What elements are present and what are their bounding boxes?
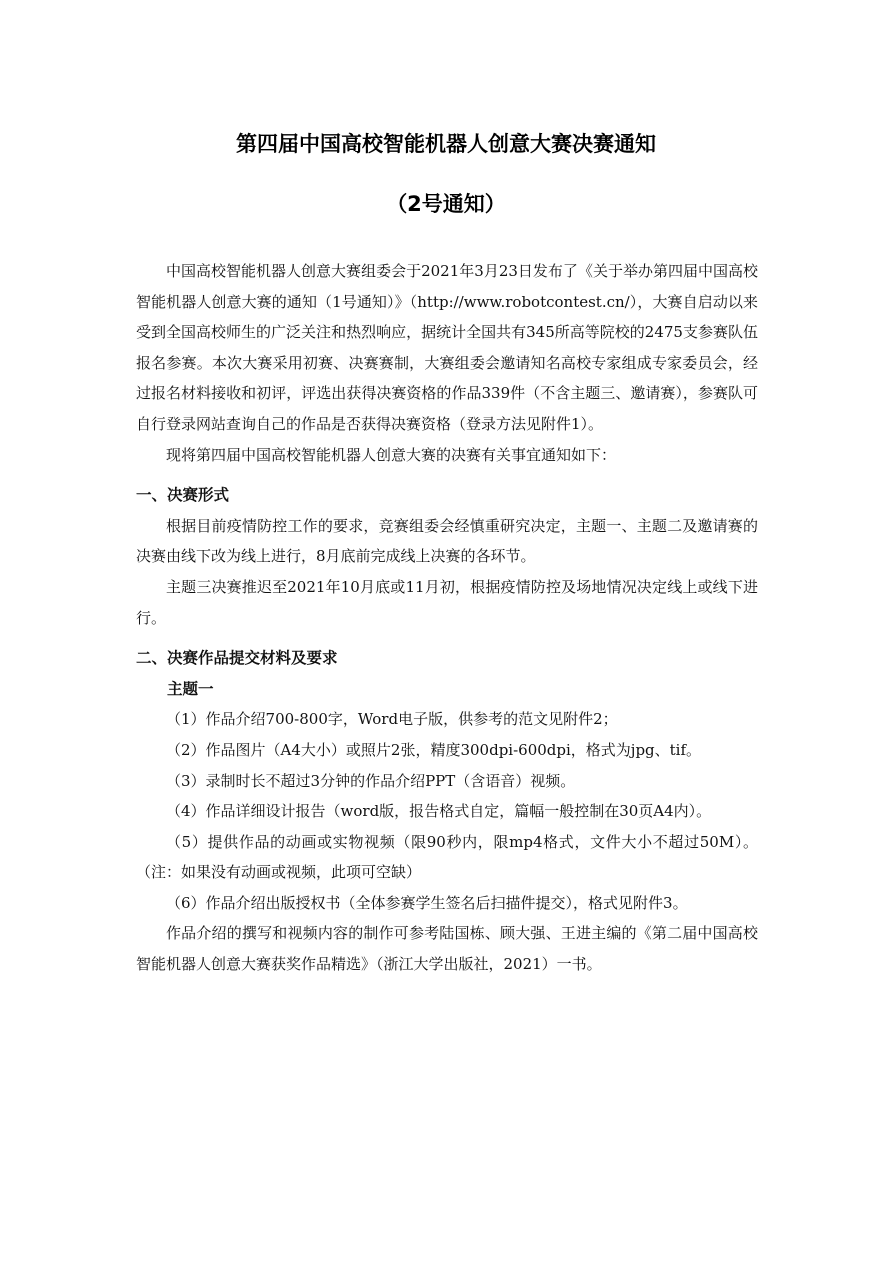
- intro-paragraph: 现将第四届中国高校智能机器人创意大赛的决赛有关事宜通知如下：: [166, 445, 617, 464]
- requirement-item: （3）录制时长不超过3分钟的作品介绍PPT（含语音）视频。: [166, 771, 576, 790]
- document-body: [136, 256, 758, 980]
- page-subtitle: （2号通知）: [386, 192, 506, 216]
- section-subheading: 主题一: [167, 679, 214, 698]
- requirement-item: （4）作品详细设计报告（word版，报告格式自定，篇幅一般控制在30页A4内）。: [166, 802, 712, 821]
- section-paragraph: 主题三决赛推迟至2021年10月底或11月初，根据疫情防控及场地情况决定线上或线下进行。: [136, 577, 758, 627]
- requirement-item: （1）作品介绍700-800字，Word电子版，供参考的范文见附件2；: [166, 710, 618, 729]
- section-paragraph: 根据目前疫情防控工作的要求，竞赛组委会经慎重研究决定，主题一、主题二及邀请赛的决赛由线下改为线上进行，8月底前完成线上决赛的各环节。: [136, 516, 758, 566]
- section-heading: 一、决赛形式: [136, 486, 230, 505]
- page-title: 第四届中国高校智能机器人创意大赛决赛通知: [236, 132, 656, 156]
- section-heading: 二、决赛作品提交材料及要求: [136, 649, 338, 668]
- requirement-item: （5）提供作品的动画或实物视频（限90秒内，限mp4格式，文件大小不超过50M）。（注：如果没有动画或视频，此项可空缺）: [136, 832, 758, 882]
- intro-paragraph: 中国高校智能机器人创意大赛组委会于2021年3月23日发布了《关于举办第四届中国高校智能机器人创意大赛的通知（1号通知）》（http://www.robotcontest.cn/），大赛自启动以来受到全国高校师生的广泛关注和热烈响应，据统计全国共有345所高等院校的2475支参赛队伍报名参赛。本次大赛采用初赛、决赛赛制，大赛组委会邀请知名高校专家组成专家委员会，经过报名材料接收和初评，评选出获得决赛资格的作品339件（不含主题三、邀请赛），参赛队可自行登录网站查询自己的作品是否获得决赛资格（登录方法见附件1）。: [136, 262, 758, 433]
- requirement-item: （2）作品图片（A4大小）或照片2张，精度300dpi-600dpi，格式为jpg、tif。: [166, 740, 702, 759]
- closing-paragraph: 作品介绍的撰写和视频内容的制作可参考陆国栋、顾大强、王进主编的《第二届中国高校智能机器人创意大赛获奖作品精选》（浙江大学出版社，2021）一书。: [136, 924, 758, 974]
- requirement-item: （6）作品介绍出版授权书（全体参赛学生签名后扫描件提交），格式见附件3。: [166, 893, 688, 912]
